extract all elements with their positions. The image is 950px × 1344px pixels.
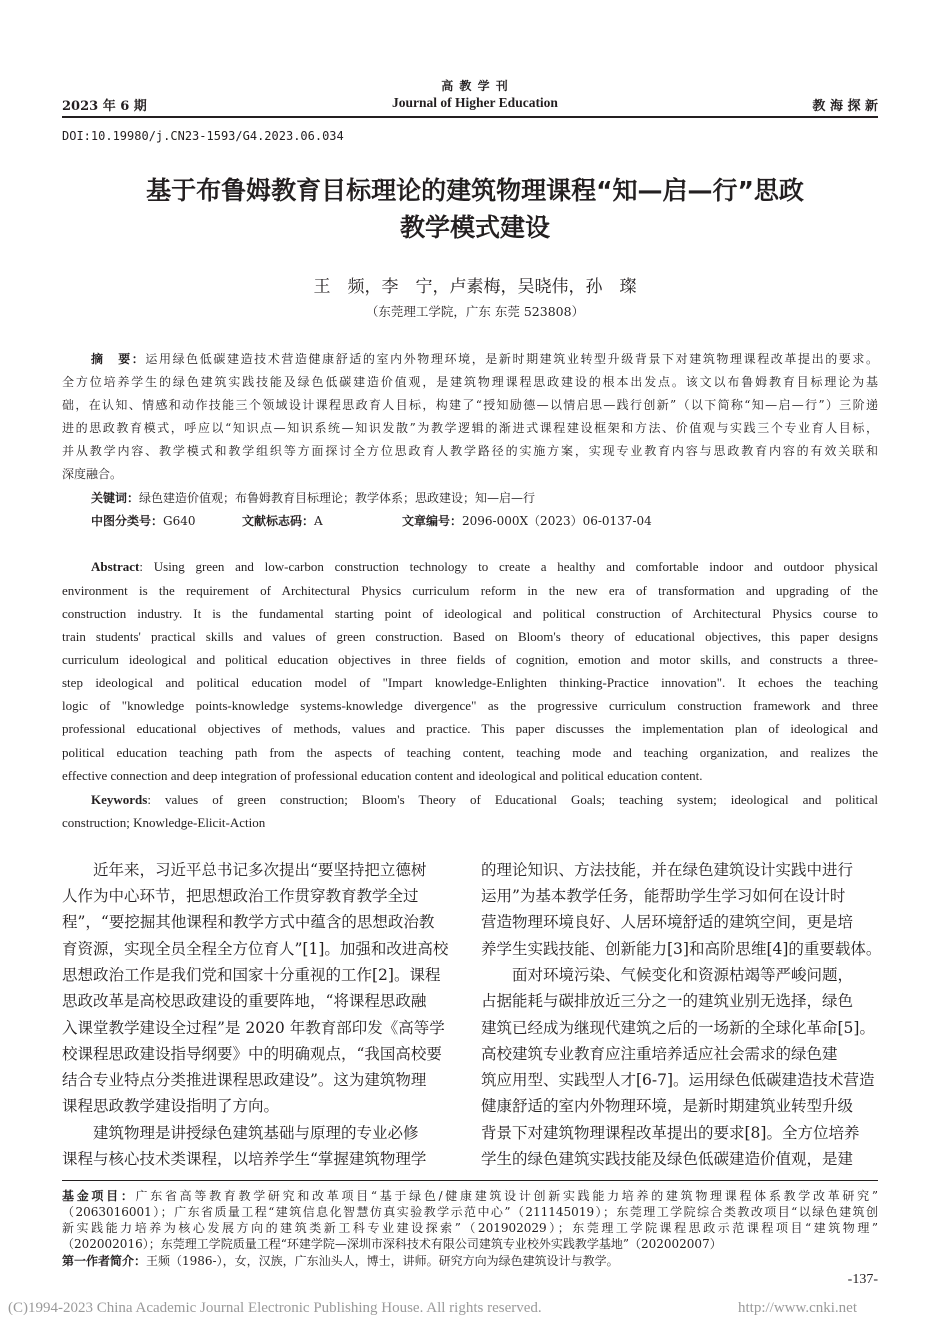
keywords-en-label: Keywords	[91, 792, 148, 807]
body-line: 占据能耗与碳排放近三分之一的建筑业别无选择，绿色	[481, 992, 854, 1010]
abstract-cn-label: 摘 要：	[91, 352, 146, 366]
article-number: 文章编号：2096-000X（2023）06-0137-04	[402, 514, 652, 528]
keywords-en-line: construction; Knowledge-Elicit-Action	[62, 815, 266, 830]
body-line: 背景下对建筑物理课程改革提出的要求[8]。全方位培养	[481, 1124, 860, 1142]
abstract-en-label: Abstract	[91, 559, 140, 574]
body-line: 的理论知识、方法技能，并在绿色建筑设计实践中进行	[481, 861, 854, 879]
abstract-cn-line: 全方位培养学生的绿色建筑实践技能及绿色低碳建造价值观，是建筑物理课程思政建设的根本出发点。该文以布鲁姆教育目标理论为基	[62, 375, 878, 389]
abstract-cn-line: 进的思政教育模式，呼应以“知识点—知识系统—知识发散”为教学逻辑的渐进式课程建设框架和方法、价值观与实践三个专业育人目标，	[62, 421, 878, 435]
abstract-cn-line: 并从教学内容、教学模式和教学组织等方面探讨全方位思政育人教学路径的实施方案，实现专业教育内容与思政教育内容的有效关联和	[62, 444, 878, 458]
author-bio-label: 第一作者简介：	[62, 1254, 147, 1268]
body-line: 建筑已经成为继现代建筑之后的一场新的全球化革命[5]。	[481, 1019, 875, 1037]
page-number: -137-	[847, 1272, 878, 1287]
abstract-en-line: step ideological and political education model of "Impart knowledge-Enlighten thinking-Practice innovation". It echoes the teaching	[62, 675, 878, 690]
body-line: 校课程思政建设指导纲要》中的明确观点，“我国高校要	[62, 1045, 442, 1063]
fund-line: （202002016）；东莞理工学院质量工程“环建学院—深圳市深科技术有限公司建筑专业校外实践教学基地”（202002007）	[62, 1237, 722, 1251]
authors: 王 频，李 宁，卢素梅，吴晓伟，孙 璨	[313, 277, 637, 297]
abstract-en-line: Abstract: Using green and low-carbon construction technology to create a healthy and comfortable indoor and outdoor physical	[91, 559, 878, 574]
body-line: 思政改革是高校思政建设的重要阵地，“将课程思政融	[62, 992, 427, 1010]
body-line: 面对环境污染、气候变化和资源枯竭等严峻问题，	[481, 966, 854, 984]
body-line: 人作为中心环节，把思想政治工作贯穿教育教学全过	[62, 887, 419, 905]
clc-number: 中图分类号：G640	[91, 514, 196, 528]
document-code: 文献标志码：A	[242, 514, 323, 528]
fund-line: 基金项目：广东省高等教育教学研究和改革项目“基于绿色/健康建筑设计创新实践能力培养的建筑物理课程体系教学改革研究”	[62, 1189, 878, 1203]
cnki-url-watermark: http://www.cnki.net	[738, 1300, 858, 1316]
abstract-en-line: construction industry. It is the fundamental starting point of ideological and political construction of Architectural Physics course to	[62, 606, 878, 621]
article-title	[0, 172, 950, 246]
body-line: 养学生实践技能、创新能力[3]和高阶思维[4]的重要载体。	[481, 940, 882, 958]
keywords-en-line: Keywords: values of green construction; Bloom's Theory of Educational Goals; teaching system; ideological and political	[91, 792, 878, 807]
issue-date: 2023 年 6 期	[62, 99, 147, 114]
abstract-cn-line: 深度融合。	[62, 467, 123, 481]
keywords-cn-label: 关键词：	[91, 491, 140, 505]
abstract-en-line: logic of "knowledge points-knowledge systems-knowledge divergence" as the progressive curriculum construction framework and three	[62, 698, 878, 713]
body-line: 结合专业特点分类推进课程思政建设”。这为建筑物理	[62, 1071, 427, 1089]
abstract-en-line: environment is the requirement of Architectural Physics curriculum reform in the new era of transformation and upgrading of the	[62, 583, 878, 598]
body-line: 程”，“要挖掘其他课程和教学方式中蕴含的思想政治教	[62, 913, 435, 931]
body-line: 近年来，习近平总书记多次提出“要坚持把立德树	[62, 861, 427, 879]
footnote-rule	[62, 1180, 878, 1181]
body-line: 筑应用型、实践型人才[6-7]。运用绿色低碳建造技术营造	[481, 1071, 875, 1089]
title-line-2: 教学模式建设	[399, 213, 550, 242]
abstract-cn-line: 摘 要：运用绿色低碳建造技术营造健康舒适的室内外物理环境，是新时期建筑业转型升级背景下对建筑物理课程改革提出的要求。	[91, 352, 878, 366]
body-line: 营造物理环境良好、人居环境舒适的建筑空间，更是培	[481, 913, 854, 931]
abstract-cn-line: 础，在认知、情感和动作技能三个领域设计课程思政育人目标，构建了“授知励德—以情启思—践行创新”（以下简称“知—启—行”）三阶递	[62, 398, 878, 412]
abstract-en-line: curriculum ideological and political education objectives in three fields of cognition, emotion and motor skills, and constructs a three-	[62, 652, 878, 667]
abstract-en-line: effective connection and deep integration of professional education content and ideological and political education content.	[62, 768, 703, 783]
abstract-en-line: train students' practical skills and values of green construction. Based on Bloom's theory of educational objectives, this paper designs	[62, 629, 878, 644]
affiliation: （东莞理工学院，广东 东莞 523808）	[365, 304, 585, 319]
copyright-watermark: (C)1994-2023 China Academic Journal Electronic Publishing House. All rights reserved.	[8, 1300, 542, 1316]
body-line: 学生的绿色建筑实践技能及绿色低碳建造价值观，是建	[481, 1150, 854, 1168]
body-line: 健康舒适的室内外物理环境，是新时期建筑业转型升级	[481, 1097, 854, 1115]
abstract-en-line: political education teaching path from the aspects of teaching content, teaching mode and teaching organization, and realizes the	[62, 745, 878, 760]
header-rule	[62, 116, 878, 118]
body-line: 育资源，实现全员全程全方位育人”[1]。加强和改进高校	[62, 940, 449, 958]
section-name: 教 海 探 新	[812, 99, 878, 114]
title-line-1: 基于布鲁姆教育目标理论的建筑物理课程“知—启—行”思政	[146, 176, 804, 205]
body-line: 运用”为基本教学任务，能帮助学生学习如何在设计时	[481, 887, 846, 905]
author-bio: 第一作者简介：王频（1986-），女，汉族，广东汕头人，博士，讲师。研究方向为绿色建筑设计与教学。	[62, 1254, 619, 1268]
journal-title-cn: 高 教 学 刊	[441, 79, 509, 93]
abstract-en-line: professional educational objectives of methods, values and practice. This paper discusses the implementation plan of ideological and	[62, 721, 878, 736]
keywords-cn: 关键词：绿色建造价值观；布鲁姆教育目标理论；教学体系；思政建设；知—启—行	[91, 491, 536, 505]
body-line: 课程与核心技术类课程，以培养学生“掌握建筑物理学	[62, 1150, 427, 1168]
body-line: 课程思政教学建设指明了方向。	[62, 1097, 280, 1115]
fund-line: 新实践能力培养为核心发展方向的建筑类新工科专业建设探索”（201902029）；东莞理工学院课程思政示范课程项目“建筑物理”	[62, 1221, 878, 1235]
doi: DOI:10.19980/j.CN23-1593/G4.2023.06.034	[62, 129, 344, 143]
body-line: 思想政治工作是我们党和国家十分重视的工作[2]。课程	[62, 966, 441, 984]
body-line: 入课堂教学建设全过程”是 2020 年教育部印发《高等学	[62, 1019, 445, 1037]
journal-title-en: Journal of Higher Education	[392, 95, 558, 110]
body-line: 建筑物理是讲授绿色建筑基础与原理的专业必修	[62, 1124, 419, 1142]
fund-label: 基金项目：	[62, 1189, 136, 1203]
fund-line: （2063016001）；广东省质量工程“建筑信息化智慧仿真实验教学示范中心”（211145019）；东莞理工学院综合类教改项目“以绿色建筑创	[62, 1205, 878, 1219]
body-line: 高校建筑专业教育应注重培养适应社会需求的绿色建	[481, 1045, 838, 1063]
